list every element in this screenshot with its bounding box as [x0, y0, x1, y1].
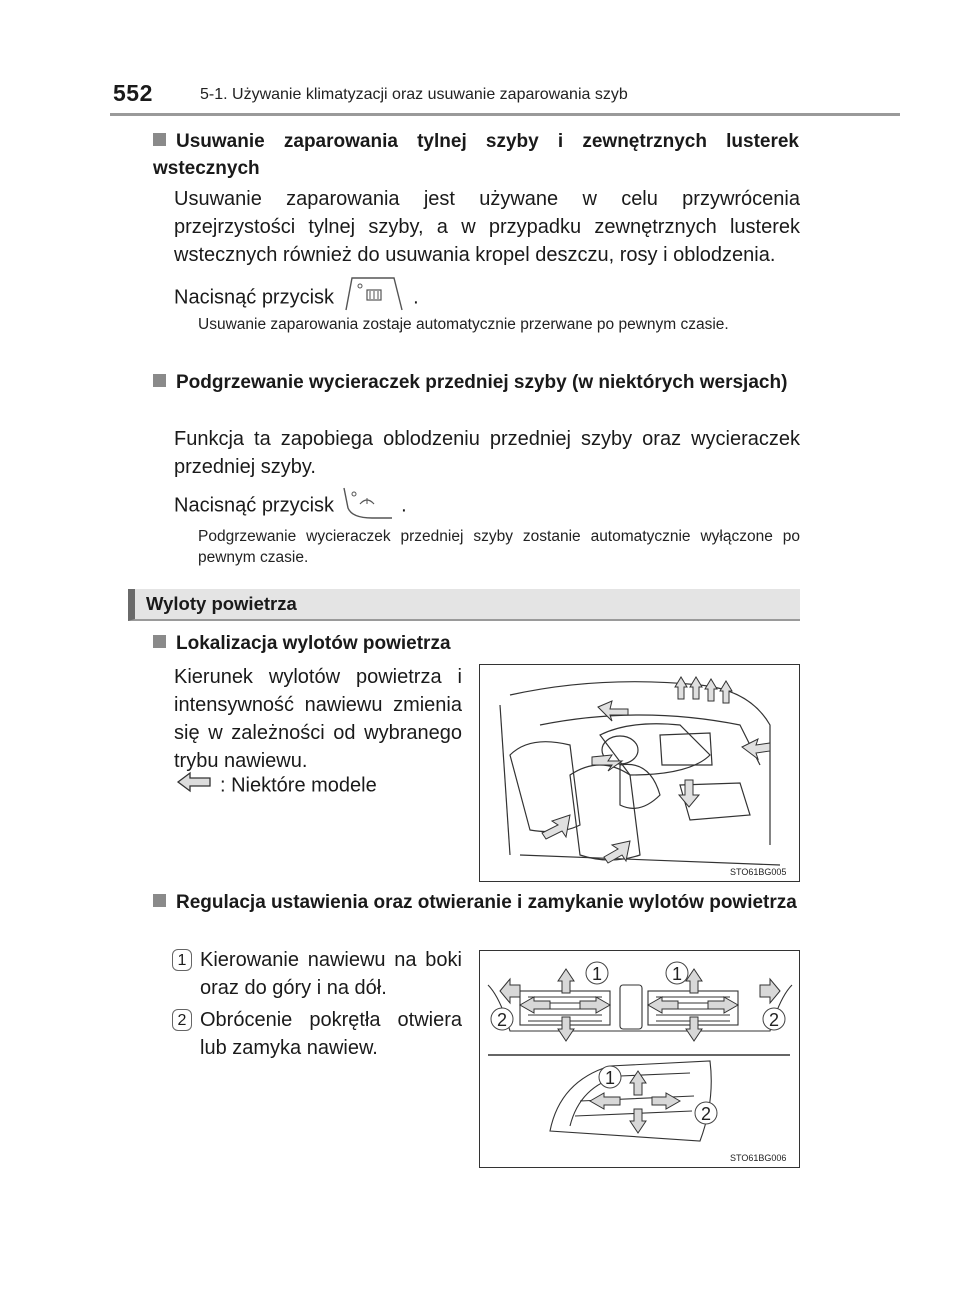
- running-header: 5-1. Używanie klimatyzacji oraz usuwanie zaparowania szyb: [200, 86, 628, 103]
- figure-code: STO61BG006: [730, 1153, 787, 1163]
- square-bullet-icon: [153, 894, 166, 907]
- rear-defog-press: Nacisnąć przycisk .: [174, 276, 474, 320]
- vent-adjust-illustration: [480, 951, 798, 1165]
- vent-adjust-item-2: 2 Obrócenie pokrętła otwiera lub zamyka nawiew.: [172, 1006, 462, 1062]
- airflow-arrow-icon: [174, 771, 214, 801]
- section-title: Wyloty powietrza: [146, 593, 297, 614]
- square-bullet-icon: [153, 635, 166, 648]
- callout-1-lower: 1: [604, 1068, 616, 1088]
- callout-number: 2: [172, 1009, 192, 1031]
- square-bullet-icon: [153, 374, 166, 387]
- wiper-heater-press: Nacisnąć przycisk .: [174, 484, 474, 528]
- wiper-heater-note: Podgrzewanie wycieraczek przedniej szyby zostanie automatycznie wyłączone po pewnym czasie.: [198, 528, 800, 566]
- callout-number: 1: [172, 949, 192, 971]
- figure-code: STO61BG005: [730, 867, 787, 877]
- vent-location-legend: : Niektóre modele: [174, 771, 462, 801]
- callout-2-left: 2: [496, 1010, 508, 1030]
- callout-2-lower: 2: [700, 1104, 712, 1124]
- callout-2-right: 2: [768, 1010, 780, 1030]
- rear-defog-note: Usuwanie zaparowania zostaje automatycznie przerwane po pewnym czasie.: [198, 316, 729, 333]
- wiper-heater-body: Funkcja ta zapobiega oblodzeniu przedniej szyby oraz wycieraczek przedniej szyby.: [174, 428, 800, 478]
- callout-1-left: 1: [591, 964, 603, 984]
- vent-location-body: Kierunek wylotów powietrza i intensywność nawiewu zmienia się w zależności od wybranego trybu nawiewu.: [174, 666, 462, 772]
- rear-defog-body: Usuwanie zaparowania jest używane w celu przywrócenia przejrzystości tylnej szyby, a w przypadku zewnętrznych lusterek wstecznych również do usuwania kropel deszczu, rosy i oblodzenia.: [174, 188, 800, 266]
- car-interior-illustration: [480, 665, 798, 879]
- vent-location-figure: [479, 664, 800, 882]
- vent-location-heading: Lokalizacja wylotów powietrza: [153, 630, 799, 657]
- square-bullet-icon: [153, 133, 166, 146]
- vent-adjust-heading: Regulacja ustawienia oraz otwieranie i zamykanie wylotów powietrza: [153, 889, 799, 916]
- rear-defog-heading: Usuwanie zaparowania tylnej szyby i zewnętrznych lusterek wstecznych: [153, 131, 799, 179]
- vent-adjust-figure: [479, 950, 800, 1168]
- header-rule: [110, 113, 900, 116]
- callout-1-right: 1: [671, 964, 683, 984]
- page-number: 552: [113, 80, 153, 106]
- wiper-de-icer-button-icon: [340, 484, 396, 528]
- vent-adjust-item-1: 1 Kierowanie nawiewu na boki oraz do góry i na dół.: [172, 946, 462, 1002]
- wiper-heater-heading: Podgrzewanie wycieraczek przedniej szyby (w niektórych wersjach): [153, 369, 799, 396]
